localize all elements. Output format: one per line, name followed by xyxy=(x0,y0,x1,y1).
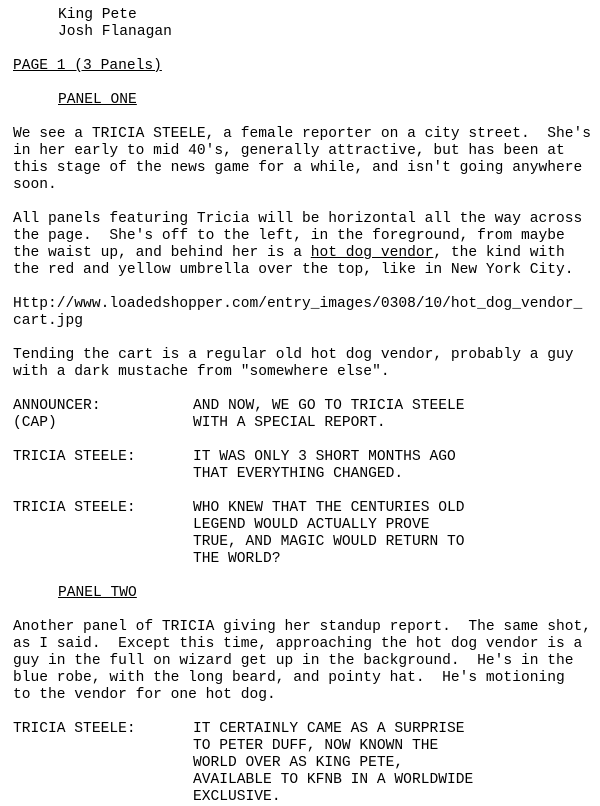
dialogue-line: TRUE, AND MAGIC WOULD RETURN TO xyxy=(193,534,465,550)
dialogue-text xyxy=(193,398,593,432)
description-line: the red and yellow umbrella over the top, like in New York City. xyxy=(13,262,574,278)
dialogue-line: WORLD OVER AS KING PETE, xyxy=(193,755,404,771)
description-line: with a dark mustache from "somewhere else". xyxy=(13,364,390,380)
hot-dog-vendor-link[interactable]: hot dog vendor xyxy=(310,245,434,261)
dialogue-line: AND NOW, WE GO TO TRICIA STEELE xyxy=(193,398,465,414)
dialogue-block xyxy=(13,449,593,483)
description-line: Another panel of TRICIA giving her standup report. The same shot, xyxy=(13,619,592,635)
panel-two-heading: PANEL TWO xyxy=(58,585,137,601)
description-line: All panels featuring Tricia will be horizontal all the way across xyxy=(13,211,583,227)
dialogue-line: THAT EVERYTHING CHANGED. xyxy=(193,466,404,482)
reference-url xyxy=(13,296,593,330)
dialogue-line: IT WAS ONLY 3 SHORT MONTHS AGO xyxy=(193,449,456,465)
text-segment: the waist up, and behind her is a xyxy=(13,245,311,261)
description-line: blue robe, with the long beard, and pointy hat. He's motioning xyxy=(13,670,565,686)
speaker-name xyxy=(13,500,193,568)
speaker-line: ANNOUNCER: xyxy=(13,398,101,414)
description-line: in her early to mid 40's, generally attractive, but has been at xyxy=(13,143,565,159)
dialogue-line: EXCLUSIVE. xyxy=(193,789,281,805)
dialogue-line: THE WORLD? xyxy=(193,551,281,567)
panel-one-layout-note xyxy=(13,211,593,279)
panel-two-description xyxy=(13,619,593,704)
description-line: as I said. Except this time, approaching the hot dog vendor is a xyxy=(13,636,583,652)
speaker-line: TRICIA STEELE: xyxy=(13,500,136,516)
description-line: Tending the cart is a regular old hot dog vendor, probably a guy xyxy=(13,347,574,363)
dialogue-line: TO PETER DUFF, NOW KNOWN THE xyxy=(193,738,439,754)
speaker-line: (CAP) xyxy=(13,415,57,431)
text-segment: , the kind with xyxy=(433,245,565,261)
dialogue-text xyxy=(193,721,593,806)
script-title: King Pete xyxy=(58,7,137,23)
dialogue-line: LEGEND WOULD ACTUALLY PROVE xyxy=(193,517,430,533)
script-page xyxy=(13,7,593,806)
dialogue-text xyxy=(193,449,593,483)
dialogue-block xyxy=(13,721,593,806)
panel-one-vendor-description xyxy=(13,347,593,381)
script-author: Josh Flanagan xyxy=(58,24,172,40)
dialogue-line: WHO KNEW THAT THE CENTURIES OLD xyxy=(193,500,465,516)
panel-one-description xyxy=(13,126,593,194)
dialogue-text xyxy=(193,500,593,568)
dialogue-line: AVAILABLE TO KFNB IN A WORLDWIDE xyxy=(193,772,474,788)
url-line: cart.jpg xyxy=(13,313,84,329)
page-heading: PAGE 1 (3 Panels) xyxy=(13,58,162,74)
url-line: Http://www.loadedshopper.com/entry_images/0308/10/hot_dog_vendor_ xyxy=(13,296,583,312)
panel-one-heading: PANEL ONE xyxy=(58,92,137,108)
speaker-line: TRICIA STEELE: xyxy=(13,449,136,465)
dialogue-block xyxy=(13,500,593,568)
description-line: this stage of the news game for a while, and isn't going anywhere xyxy=(13,160,583,176)
description-line: guy in the full on wizard get up in the background. He's in the xyxy=(13,653,574,669)
speaker-name xyxy=(13,449,193,483)
dialogue-line: WITH A SPECIAL REPORT. xyxy=(193,415,386,431)
speaker-line: TRICIA STEELE: xyxy=(13,721,136,737)
dialogue-block xyxy=(13,398,593,432)
speaker-name xyxy=(13,721,193,806)
description-line: soon. xyxy=(13,177,57,193)
description-line xyxy=(13,245,593,262)
speaker-name xyxy=(13,398,193,432)
dialogue-line: IT CERTAINLY CAME AS A SURPRISE xyxy=(193,721,465,737)
description-line: to the vendor for one hot dog. xyxy=(13,687,276,703)
description-line: We see a TRICIA STEELE, a female reporter on a city street. She's xyxy=(13,126,592,142)
description-line: the page. She's off to the left, in the foreground, from maybe xyxy=(13,228,565,244)
